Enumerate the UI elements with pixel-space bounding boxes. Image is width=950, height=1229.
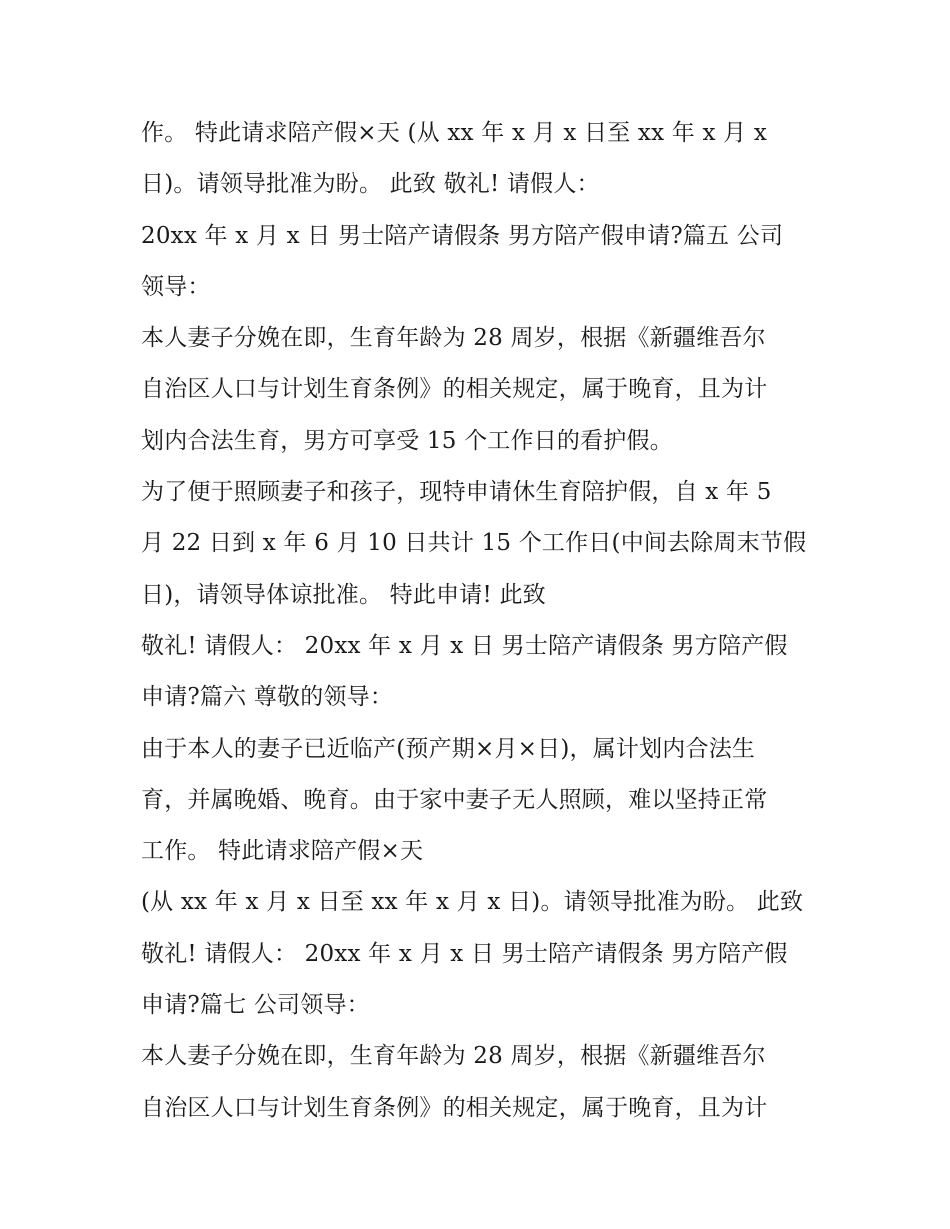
text-line: 申请?篇六 尊敬的领导：: [141, 684, 394, 711]
text-line: 本人妻子分娩在即，生育年龄为 28 周岁，根据《新疆维吾尔: [141, 325, 766, 352]
text-line: 敬礼! 请假人： 20xx 年 x 月 x 日 男士陪产请假条 男方陪产假: [141, 632, 788, 659]
text-line: 月 22 日到 x 年 6 月 10 日共计 15 个工作日(中间去除周末节假: [141, 530, 807, 557]
text-line: 本人妻子分娩在即，生育年龄为 28 周岁，根据《新疆维吾尔: [141, 1043, 766, 1070]
text-line: 育，并属晚婚、晚育。由于家中妻子无人照顾，难以坚持正常: [141, 786, 768, 813]
text-line: 领导：: [141, 273, 211, 300]
text-line: 敬礼! 请假人： 20xx 年 x 月 x 日 男士陪产请假条 男方陪产假: [141, 940, 788, 967]
text-line: 自治区人口与计划生育条例》的相关规定，属于晚育，且为计: [141, 1094, 768, 1121]
text-line: 作。 特此请求陪产假×天 (从 xx 年 x 月 x 日至 xx 年 x 月 x: [141, 120, 768, 146]
text-line: 申请?篇七 公司领导：: [141, 992, 370, 1019]
text-line: 由于本人的妻子已近临产(预产期×月×日)，属计划内合法生: [141, 735, 756, 762]
text-line: (从 xx 年 x 月 x 日至 xx 年 x 月 x 日)。请领导批准为盼。 此致: [141, 889, 804, 916]
document-body: [141, 108, 841, 1134]
text-line: 工作。 特此请求陪产假×天: [141, 838, 424, 865]
text-line: 划内合法生育，男方可享受 15 个工作日的看护假。: [141, 427, 673, 454]
text-line: 为了便于照顾妻子和孩子，现特申请休生育陪护假，自 x 年 5: [141, 479, 772, 506]
text-line: 20xx 年 x 月 x 日 男士陪产请假条 男方陪产假申请?篇五 公司: [141, 222, 784, 249]
text-line: 日)，请领导体谅批准。 特此申请! 此致: [141, 581, 546, 608]
text-line: 自治区人口与计划生育条例》的相关规定，属于晚育，且为计: [141, 376, 768, 403]
text-line: 日)。请领导批准为盼。 此致 敬礼! 请假人：: [141, 171, 600, 198]
